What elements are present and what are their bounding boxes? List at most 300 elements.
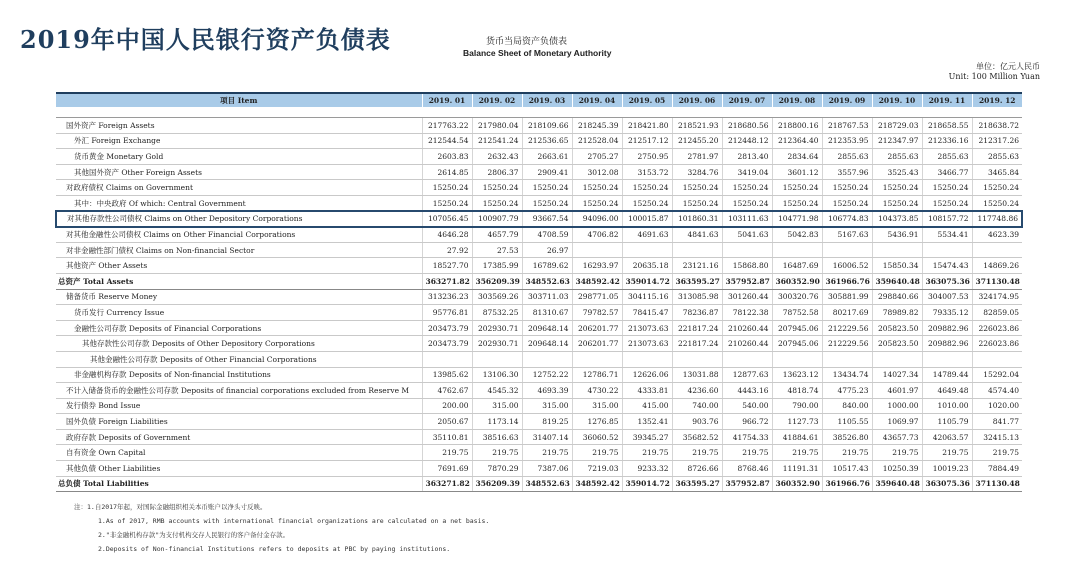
value-cell: 219.75 xyxy=(822,445,872,461)
value-cell: 4601.97 xyxy=(872,383,922,399)
row-label: 总负债 Total Liabilities xyxy=(56,476,422,492)
value-cell: 221817.24 xyxy=(672,336,722,352)
row-label: 货币黄金 Monetary Gold xyxy=(56,149,422,165)
value-cell: 415.00 xyxy=(622,398,672,414)
value-cell: 93667.54 xyxy=(522,211,572,227)
value-cell: 4841.63 xyxy=(672,227,722,243)
value-cell: 1276.85 xyxy=(572,414,622,430)
value-cell: 106774.83 xyxy=(822,211,872,227)
value-cell: 27.92 xyxy=(422,242,472,258)
value-cell: 15868.80 xyxy=(722,258,772,274)
unit-cn: 单位：亿元人民币 xyxy=(976,62,1040,71)
value-cell: 15250.24 xyxy=(972,180,1022,196)
value-cell: 819.25 xyxy=(522,414,572,430)
value-cell: 78752.58 xyxy=(772,305,822,321)
value-cell: 219.75 xyxy=(422,445,472,461)
value-cell: 1010.00 xyxy=(922,398,972,414)
value-cell: 5534.41 xyxy=(922,227,972,243)
value-cell: 212336.16 xyxy=(922,133,972,149)
value-cell: 304115.16 xyxy=(622,289,672,305)
value-cell: 226023.86 xyxy=(972,336,1022,352)
footnote-4: 2.Deposits of Non-financial Institutions refers to deposits at PBC by paying institutions. xyxy=(98,545,451,553)
value-cell: 363271.82 xyxy=(422,273,472,289)
value-cell: 221817.24 xyxy=(672,320,722,336)
value-cell xyxy=(872,242,922,258)
value-cell: 13106.30 xyxy=(472,367,522,383)
table-row xyxy=(56,414,1022,430)
row-label: 其中：中央政府 Of which: Central Government xyxy=(56,195,422,211)
value-cell: 41754.33 xyxy=(722,429,772,445)
value-cell: 1173.14 xyxy=(472,414,522,430)
value-cell: 20635.18 xyxy=(622,258,672,274)
value-cell xyxy=(672,351,722,367)
row-label: 其他负债 Other Liabilities xyxy=(56,461,422,477)
row-label: 其他资产 Other Assets xyxy=(56,258,422,274)
value-cell: 2632.43 xyxy=(472,149,522,165)
value-cell xyxy=(572,242,622,258)
footnote-2: 1.As of 2017, RMB accounts with international financial organizations are calculated on a net basis. xyxy=(98,517,490,525)
value-cell: 903.76 xyxy=(672,414,722,430)
header-month: 2019. 07 xyxy=(722,93,772,107)
value-cell: 361966.76 xyxy=(822,273,872,289)
value-cell: 100907.79 xyxy=(472,211,522,227)
value-cell xyxy=(922,242,972,258)
value-cell: 217980.04 xyxy=(472,118,522,134)
value-cell: 740.00 xyxy=(672,398,722,414)
row-label: 不计入储备货币的金融性公司存款 Deposits of financial corporations excluded from Reserve M xyxy=(56,383,422,399)
value-cell: 348552.63 xyxy=(522,273,572,289)
value-cell: 1352.41 xyxy=(622,414,672,430)
value-cell: 324174.95 xyxy=(972,289,1022,305)
value-cell xyxy=(872,351,922,367)
value-cell: 10250.39 xyxy=(872,461,922,477)
value-cell: 4545.32 xyxy=(472,383,522,399)
value-cell: 3525.43 xyxy=(872,164,922,180)
value-cell: 4708.59 xyxy=(522,227,572,243)
value-cell: 5167.63 xyxy=(822,227,872,243)
value-cell: 212536.65 xyxy=(522,133,572,149)
value-cell: 15250.24 xyxy=(622,195,672,211)
value-cell: 212455.20 xyxy=(672,133,722,149)
value-cell: 348592.42 xyxy=(572,273,622,289)
header-month: 2019. 11 xyxy=(922,93,972,107)
value-cell: 219.75 xyxy=(472,445,522,461)
value-cell: 5436.91 xyxy=(872,227,922,243)
value-cell: 79782.57 xyxy=(572,305,622,321)
value-cell: 298771.05 xyxy=(572,289,622,305)
value-cell: 12752.22 xyxy=(522,367,572,383)
value-cell: 15250.24 xyxy=(672,180,722,196)
value-cell: 219.75 xyxy=(972,445,1022,461)
value-cell: 23121.16 xyxy=(672,258,722,274)
value-cell: 15250.24 xyxy=(822,195,872,211)
value-cell: 304007.53 xyxy=(922,289,972,305)
value-cell: 202930.71 xyxy=(472,320,522,336)
value-cell: 15250.24 xyxy=(872,195,922,211)
value-cell: 305881.99 xyxy=(822,289,872,305)
value-cell: 363595.27 xyxy=(672,476,722,492)
value-cell: 212544.54 xyxy=(422,133,472,149)
value-cell: 313236.23 xyxy=(422,289,472,305)
value-cell: 32415.13 xyxy=(972,429,1022,445)
value-cell: 80217.69 xyxy=(822,305,872,321)
value-cell: 206201.77 xyxy=(572,320,622,336)
value-cell: 3153.72 xyxy=(622,164,672,180)
value-cell: 219.75 xyxy=(772,445,822,461)
value-cell: 315.00 xyxy=(522,398,572,414)
value-cell: 78415.47 xyxy=(622,305,672,321)
value-cell: 219.75 xyxy=(672,445,722,461)
value-cell: 7387.06 xyxy=(522,461,572,477)
value-cell: 7884.49 xyxy=(972,461,1022,477)
value-cell: 4443.16 xyxy=(722,383,772,399)
value-cell xyxy=(622,351,672,367)
value-cell: 78989.82 xyxy=(872,305,922,321)
spacer xyxy=(56,107,1022,118)
value-cell: 363595.27 xyxy=(672,273,722,289)
value-cell: 841.77 xyxy=(972,414,1022,430)
value-cell: 15250.24 xyxy=(622,180,672,196)
row-label: 其他存款性公司存款 Deposits of Other Depository Corporations xyxy=(56,336,422,352)
value-cell: 7219.03 xyxy=(572,461,622,477)
value-cell: 206201.77 xyxy=(572,336,622,352)
table-row xyxy=(56,429,1022,445)
value-cell: 540.00 xyxy=(722,398,772,414)
value-cell: 219.75 xyxy=(622,445,672,461)
table-row xyxy=(56,367,1022,383)
value-cell: 213073.63 xyxy=(622,336,672,352)
value-cell: 2806.37 xyxy=(472,164,522,180)
value-cell: 15250.24 xyxy=(672,195,722,211)
value-cell xyxy=(822,242,872,258)
value-cell: 348592.42 xyxy=(572,476,622,492)
value-cell: 212364.40 xyxy=(772,133,822,149)
value-cell xyxy=(822,351,872,367)
value-cell xyxy=(772,242,822,258)
value-cell: 3419.04 xyxy=(722,164,772,180)
row-label: 其他金融性公司存款 Deposits of Other Financial Corporations xyxy=(56,351,422,367)
value-cell: 218767.53 xyxy=(822,118,872,134)
table-row xyxy=(56,211,1022,227)
value-cell: 81310.67 xyxy=(522,305,572,321)
value-cell: 15250.24 xyxy=(522,180,572,196)
value-cell: 16789.62 xyxy=(522,258,572,274)
value-cell: 15250.24 xyxy=(422,195,472,211)
value-cell: 4333.81 xyxy=(622,383,672,399)
value-cell: 4775.23 xyxy=(822,383,872,399)
subtitle-en: Balance Sheet of Monetary Authority xyxy=(463,48,612,58)
table-row xyxy=(56,305,1022,321)
table-row xyxy=(56,320,1022,336)
value-cell: 4236.60 xyxy=(672,383,722,399)
value-cell: 209648.14 xyxy=(522,320,572,336)
value-cell: 7870.29 xyxy=(472,461,522,477)
value-cell: 15250.24 xyxy=(422,180,472,196)
value-cell: 27.53 xyxy=(472,242,522,258)
value-cell: 1069.97 xyxy=(872,414,922,430)
row-label: 对非金融性部门债权 Claims on Non-financial Sector xyxy=(56,242,422,258)
value-cell: 840.00 xyxy=(822,398,872,414)
value-cell: 218800.16 xyxy=(772,118,822,134)
header-row xyxy=(56,93,1022,107)
value-cell xyxy=(572,351,622,367)
value-cell: 205823.50 xyxy=(872,336,922,352)
value-cell: 203473.79 xyxy=(422,320,472,336)
row-label: 政府存款 Deposits of Government xyxy=(56,429,422,445)
row-label: 国外负债 Foreign Liabilities xyxy=(56,414,422,430)
value-cell: 218729.03 xyxy=(872,118,922,134)
value-cell xyxy=(772,351,822,367)
value-cell: 7691.69 xyxy=(422,461,472,477)
value-cell: 12786.71 xyxy=(572,367,622,383)
value-cell: 13031.88 xyxy=(672,367,722,383)
value-cell: 360352.90 xyxy=(772,273,822,289)
value-cell: 212229.56 xyxy=(822,336,872,352)
table-row xyxy=(56,164,1022,180)
value-cell: 218245.39 xyxy=(572,118,622,134)
value-cell: 35682.52 xyxy=(672,429,722,445)
header-month: 2019. 12 xyxy=(972,93,1022,107)
header-month: 2019. 05 xyxy=(622,93,672,107)
value-cell: 212317.26 xyxy=(972,133,1022,149)
value-cell: 12877.63 xyxy=(722,367,772,383)
value-cell xyxy=(972,242,1022,258)
value-cell: 82859.05 xyxy=(972,305,1022,321)
table-row xyxy=(56,351,1022,367)
value-cell: 38516.63 xyxy=(472,429,522,445)
table-row xyxy=(56,180,1022,196)
value-cell: 14027.34 xyxy=(872,367,922,383)
value-cell: 301260.44 xyxy=(722,289,772,305)
value-cell: 219.75 xyxy=(872,445,922,461)
value-cell: 4762.67 xyxy=(422,383,472,399)
value-cell: 2813.40 xyxy=(722,149,772,165)
value-cell: 2855.63 xyxy=(872,149,922,165)
value-cell: 18527.70 xyxy=(422,258,472,274)
value-cell: 87532.25 xyxy=(472,305,522,321)
value-cell: 3466.77 xyxy=(922,164,972,180)
value-cell: 5041.63 xyxy=(722,227,772,243)
value-cell: 363271.82 xyxy=(422,476,472,492)
value-cell: 10019.23 xyxy=(922,461,972,477)
row-label: 对其他存款性公司债权 Claims on Other Depository Corporations xyxy=(56,211,422,227)
table-row xyxy=(56,118,1022,134)
value-cell: 94096.00 xyxy=(572,211,622,227)
value-cell: 218521.93 xyxy=(672,118,722,134)
value-cell: 209882.96 xyxy=(922,336,972,352)
header-month: 2019. 10 xyxy=(872,93,922,107)
value-cell: 212448.12 xyxy=(722,133,772,149)
value-cell: 4657.79 xyxy=(472,227,522,243)
value-cell: 348552.63 xyxy=(522,476,572,492)
value-cell: 357952.87 xyxy=(722,273,772,289)
value-cell: 15250.24 xyxy=(722,180,772,196)
balance-sheet-table xyxy=(55,92,1023,492)
value-cell: 371130.48 xyxy=(972,476,1022,492)
value-cell xyxy=(672,242,722,258)
value-cell: 1105.79 xyxy=(922,414,972,430)
value-cell: 15250.24 xyxy=(972,195,1022,211)
value-cell: 2909.41 xyxy=(522,164,572,180)
value-cell: 8768.46 xyxy=(722,461,772,477)
table-row xyxy=(56,149,1022,165)
value-cell: 4730.22 xyxy=(572,383,622,399)
header-month: 2019. 01 xyxy=(422,93,472,107)
value-cell: 2614.85 xyxy=(422,164,472,180)
value-cell: 15250.24 xyxy=(872,180,922,196)
value-cell: 3012.08 xyxy=(572,164,622,180)
value-cell: 15250.24 xyxy=(572,195,622,211)
value-cell: 15474.43 xyxy=(922,258,972,274)
value-cell xyxy=(722,242,772,258)
value-cell: 212517.12 xyxy=(622,133,672,149)
value-cell: 15250.24 xyxy=(722,195,772,211)
value-cell: 209882.96 xyxy=(922,320,972,336)
value-cell: 1020.00 xyxy=(972,398,1022,414)
value-cell: 39345.27 xyxy=(622,429,672,445)
value-cell: 16006.52 xyxy=(822,258,872,274)
unit-en: Unit: 100 Million Yuan xyxy=(948,72,1040,81)
value-cell: 11191.31 xyxy=(772,461,822,477)
value-cell: 15250.24 xyxy=(922,195,972,211)
table-row xyxy=(56,289,1022,305)
table-row xyxy=(56,445,1022,461)
value-cell: 790.00 xyxy=(772,398,822,414)
value-cell: 359014.72 xyxy=(622,273,672,289)
header-month: 2019. 04 xyxy=(572,93,622,107)
balance-sheet-table-wrapper xyxy=(55,92,1021,492)
value-cell: 16293.97 xyxy=(572,258,622,274)
value-cell: 2705.27 xyxy=(572,149,622,165)
value-cell xyxy=(722,351,772,367)
header-item: 项目 Item xyxy=(56,93,422,107)
value-cell: 43657.73 xyxy=(872,429,922,445)
value-cell: 363075.36 xyxy=(922,273,972,289)
table-row xyxy=(56,336,1022,352)
value-cell: 2663.61 xyxy=(522,149,572,165)
value-cell: 217763.22 xyxy=(422,118,472,134)
header-month: 2019. 03 xyxy=(522,93,572,107)
value-cell: 14869.26 xyxy=(972,258,1022,274)
row-label: 发行债券 Bond Issue xyxy=(56,398,422,414)
value-cell xyxy=(972,351,1022,367)
value-cell: 371130.48 xyxy=(972,273,1022,289)
value-cell: 1000.00 xyxy=(872,398,922,414)
row-label: 货币发行 Currency Issue xyxy=(56,305,422,321)
value-cell: 3284.76 xyxy=(672,164,722,180)
value-cell: 1127.73 xyxy=(772,414,822,430)
value-cell: 219.75 xyxy=(522,445,572,461)
row-label: 对其他金融性公司债权 Claims on Other Financial Corporations xyxy=(56,227,422,243)
value-cell: 78236.87 xyxy=(672,305,722,321)
value-cell: 4574.40 xyxy=(972,383,1022,399)
row-label: 其他国外资产 Other Foreign Assets xyxy=(56,164,422,180)
subtitle-cn: 货币当局资产负债表 xyxy=(486,37,568,47)
row-label: 国外资产 Foreign Assets xyxy=(56,118,422,134)
value-cell: 2855.63 xyxy=(822,149,872,165)
value-cell: 42063.57 xyxy=(922,429,972,445)
value-cell: 14789.44 xyxy=(922,367,972,383)
value-cell: 361966.76 xyxy=(822,476,872,492)
value-cell: 15250.24 xyxy=(772,180,822,196)
value-cell: 9233.32 xyxy=(622,461,672,477)
value-cell: 356209.39 xyxy=(472,273,522,289)
value-cell xyxy=(422,351,472,367)
value-cell xyxy=(522,351,572,367)
value-cell: 219.75 xyxy=(572,445,622,461)
value-cell: 13434.74 xyxy=(822,367,872,383)
value-cell: 313085.98 xyxy=(672,289,722,305)
value-cell: 15250.24 xyxy=(922,180,972,196)
spacer-row xyxy=(56,107,1022,118)
value-cell: 15250.24 xyxy=(522,195,572,211)
value-cell: 213073.63 xyxy=(622,320,672,336)
value-cell: 4706.82 xyxy=(572,227,622,243)
value-cell: 4818.74 xyxy=(772,383,822,399)
value-cell: 210260.44 xyxy=(722,320,772,336)
footnotes xyxy=(74,500,489,556)
value-cell: 359640.48 xyxy=(872,273,922,289)
value-cell: 202930.71 xyxy=(472,336,522,352)
value-cell: 226023.86 xyxy=(972,320,1022,336)
value-cell: 2603.83 xyxy=(422,149,472,165)
value-cell: 298840.66 xyxy=(872,289,922,305)
value-cell: 300320.76 xyxy=(772,289,822,305)
value-cell: 4646.28 xyxy=(422,227,472,243)
row-label: 金融性公司存款 Deposits of Financial Corporations xyxy=(56,320,422,336)
value-cell: 3557.96 xyxy=(822,164,872,180)
value-cell: 2855.63 xyxy=(972,149,1022,165)
total-row xyxy=(56,476,1022,492)
footnote-3: 2."非金融机构存款"为支付机构交存人民银行的客户备付金存款。 xyxy=(98,531,290,539)
table-row xyxy=(56,195,1022,211)
page-title: 2019年中国人民银行资产负债表 xyxy=(20,25,391,54)
value-cell: 108157.72 xyxy=(922,211,972,227)
value-cell: 15850.34 xyxy=(872,258,922,274)
value-cell: 359640.48 xyxy=(872,476,922,492)
value-cell: 17385.99 xyxy=(472,258,522,274)
value-cell: 219.75 xyxy=(922,445,972,461)
value-cell: 360352.90 xyxy=(772,476,822,492)
value-cell: 4623.39 xyxy=(972,227,1022,243)
value-cell: 16487.69 xyxy=(772,258,822,274)
header-month: 2019. 08 xyxy=(772,93,822,107)
value-cell: 79335.12 xyxy=(922,305,972,321)
value-cell: 2750.95 xyxy=(622,149,672,165)
value-cell xyxy=(622,242,672,258)
header-month: 2019. 09 xyxy=(822,93,872,107)
value-cell: 218109.66 xyxy=(522,118,572,134)
value-cell: 117748.86 xyxy=(972,211,1022,227)
table-row xyxy=(56,258,1022,274)
total-row xyxy=(56,273,1022,289)
row-label: 对政府债权 Claims on Government xyxy=(56,180,422,196)
value-cell: 15250.24 xyxy=(472,195,522,211)
value-cell: 2855.63 xyxy=(922,149,972,165)
value-cell: 315.00 xyxy=(572,398,622,414)
value-cell: 212541.24 xyxy=(472,133,522,149)
value-cell: 218421.80 xyxy=(622,118,672,134)
value-cell: 15250.24 xyxy=(472,180,522,196)
value-cell: 2050.67 xyxy=(422,414,472,430)
value-cell: 212528.04 xyxy=(572,133,622,149)
value-cell: 10517.43 xyxy=(822,461,872,477)
value-cell: 31407.14 xyxy=(522,429,572,445)
value-cell: 210260.44 xyxy=(722,336,772,352)
value-cell: 15250.24 xyxy=(772,195,822,211)
value-cell: 3465.84 xyxy=(972,164,1022,180)
value-cell: 95776.81 xyxy=(422,305,472,321)
